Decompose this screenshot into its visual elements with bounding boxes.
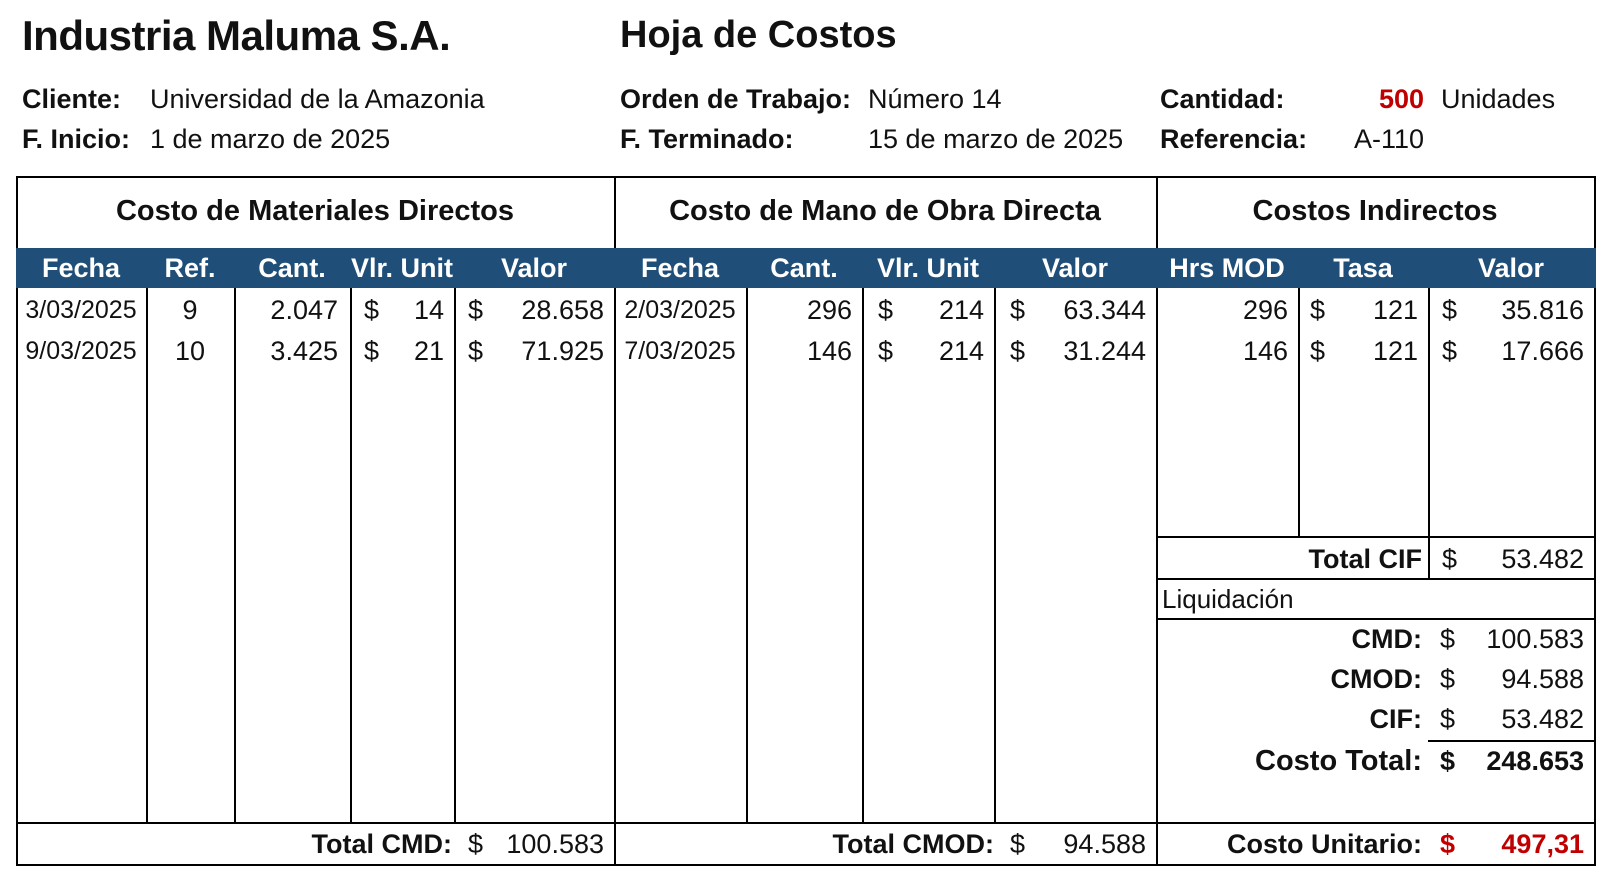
md-col-sep xyxy=(350,288,352,822)
cif-row-currency: $ xyxy=(1442,295,1458,325)
mod-row-currency: $ xyxy=(1010,295,1026,325)
mod-row-valor: 31.244 xyxy=(1063,336,1146,366)
cliente-value: Universidad de la Amazonia xyxy=(150,84,485,114)
mod-col-sep xyxy=(862,288,864,822)
liq-cmod-currency: $ xyxy=(1440,664,1456,694)
md-row-unit: 21 xyxy=(413,336,444,366)
total-cmod-currency: $ xyxy=(1010,829,1026,859)
md-row-currency: $ xyxy=(468,295,484,325)
orden-value: Número 14 xyxy=(868,84,1002,114)
total-cmod-label: Total CMOD: xyxy=(832,829,994,859)
mod-row-fecha: 7/03/2025 xyxy=(624,337,736,365)
liq-cmd-value: 100.583 xyxy=(1486,624,1584,654)
cif-col-sep xyxy=(1428,288,1430,578)
md-col-ref: Ref. xyxy=(164,252,216,283)
terminado-value: 15 de marzo de 2025 xyxy=(868,124,1124,154)
total-cmd-currency: $ xyxy=(468,829,484,859)
liq-cmd-currency: $ xyxy=(1440,624,1456,654)
cif-row-currency: $ xyxy=(1310,336,1326,366)
costo-unitario-label: Costo Unitario: xyxy=(1227,829,1422,859)
md-row-valor: 71.925 xyxy=(521,336,604,366)
orden-label: Orden de Trabajo: xyxy=(620,84,852,114)
terminado-label: F. Terminado: xyxy=(620,124,794,154)
mod-col-cant: Cant. xyxy=(770,252,838,283)
costo-total-label: Costo Total: xyxy=(1255,745,1422,777)
md-row-currency: $ xyxy=(364,295,380,325)
md-row-fecha: 9/03/2025 xyxy=(25,337,137,365)
inicio-value: 1 de marzo de 2025 xyxy=(150,124,391,154)
referencia-value: A-110 xyxy=(1353,124,1424,154)
total-cif-value: 53.482 xyxy=(1501,544,1584,574)
cantidad-value: 500 xyxy=(1378,84,1424,114)
cif-col-hrs-mod: Hrs MOD xyxy=(1169,252,1285,283)
mod-row-unit: 214 xyxy=(938,295,984,325)
liq-cmd-label: CMD: xyxy=(1351,624,1422,654)
table-bottom-border xyxy=(16,864,1596,866)
md-row-fecha: 3/03/2025 xyxy=(25,296,137,324)
costo-unitario-value: 497,31 xyxy=(1501,829,1584,859)
cif-row-currency: $ xyxy=(1310,295,1326,325)
section-mod-title: Costo de Mano de Obra Directa xyxy=(669,194,1101,227)
md-col-fecha: Fecha xyxy=(41,252,121,283)
mod-row-fecha: 2/03/2025 xyxy=(624,296,736,324)
liquidacion-title: Liquidación xyxy=(1162,584,1294,614)
section-md-title: Costo de Materiales Directos xyxy=(115,194,515,227)
referencia-label: Referencia: xyxy=(1160,124,1308,154)
document-title: Hoja de Costos xyxy=(620,14,897,56)
mod-col-vlr-unit: Vlr. Unit xyxy=(876,252,979,283)
mod-row-cant: 296 xyxy=(806,295,852,325)
costo-total-currency: $ xyxy=(1440,746,1456,776)
mod-col-fecha: Fecha xyxy=(640,252,720,283)
totals-top-border xyxy=(16,822,1596,824)
unidades-label: Unidades xyxy=(1441,84,1556,114)
total-cif-label: Total CIF xyxy=(1308,544,1422,574)
md-row-unit: 14 xyxy=(413,295,444,325)
cantidad-label: Cantidad: xyxy=(1160,84,1285,114)
liq-cif-label: CIF: xyxy=(1369,704,1422,734)
cif-row-valor: 17.666 xyxy=(1501,336,1584,366)
costo-total-value: 248.653 xyxy=(1486,746,1584,776)
mod-row-unit: 214 xyxy=(938,336,984,366)
total-cif-currency: $ xyxy=(1442,544,1458,574)
mod-col-sep xyxy=(994,288,996,822)
liq-cif-value: 53.482 xyxy=(1501,704,1584,734)
company-name: Industria Maluma S.A. xyxy=(22,12,451,59)
md-row-currency: $ xyxy=(364,336,380,366)
liq-cmod-label: CMOD: xyxy=(1330,664,1422,694)
mod-row-currency: $ xyxy=(1010,336,1026,366)
mod-row-cant: 146 xyxy=(806,336,852,366)
mod-row-currency: $ xyxy=(878,336,894,366)
total-cmod-value: 94.588 xyxy=(1063,829,1146,859)
section-cif-title: Costos Indirectos xyxy=(1252,194,1498,227)
cif-row-valor: 35.816 xyxy=(1501,295,1584,325)
cif-row-tasa: 121 xyxy=(1372,295,1418,325)
cliente-label: Cliente: xyxy=(22,84,122,114)
total-cmd-value: 100.583 xyxy=(506,829,604,859)
cif-col-valor: Valor xyxy=(1477,252,1545,283)
costo-unitario-currency: $ xyxy=(1440,829,1456,859)
md-row-cant: 2.047 xyxy=(270,295,338,325)
md-col-sep xyxy=(454,288,456,822)
liq-cmod-value: 94.588 xyxy=(1501,664,1584,694)
cif-col-sep xyxy=(1298,288,1300,536)
liq-cif-currency: $ xyxy=(1440,704,1456,734)
cif-row-currency: $ xyxy=(1442,336,1458,366)
mod-row-valor: 63.344 xyxy=(1063,295,1146,325)
md-row-cant: 3.425 xyxy=(270,336,338,366)
md-col-valor: Valor xyxy=(500,252,568,283)
cif-row-hrs: 146 xyxy=(1242,336,1288,366)
md-row-ref: 9 xyxy=(182,295,198,325)
cif-total-divider xyxy=(1156,536,1596,538)
mod-col-valor: Valor xyxy=(1041,252,1109,283)
total-cmd-label: Total CMD: xyxy=(311,829,452,859)
inicio-label: F. Inicio: xyxy=(22,124,130,154)
md-col-cant: Cant. xyxy=(258,252,326,283)
cif-row-hrs: 296 xyxy=(1242,295,1288,325)
md-row-valor: 28.658 xyxy=(521,295,604,325)
cif-row-tasa: 121 xyxy=(1372,336,1418,366)
cif-col-tasa: Tasa xyxy=(1333,252,1393,283)
mod-row-currency: $ xyxy=(878,295,894,325)
md-row-currency: $ xyxy=(468,336,484,366)
md-row-ref: 10 xyxy=(174,336,206,366)
md-col-vlr-unit: Vlr. Unit xyxy=(350,252,453,283)
